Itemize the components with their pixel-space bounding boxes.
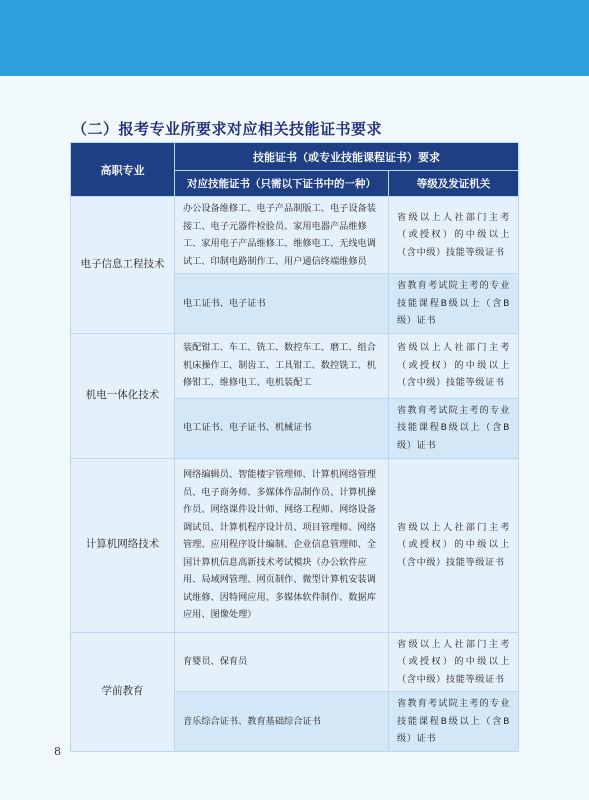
major-name: 机电一体化技术 bbox=[71, 333, 175, 458]
authority-cell: 省级以上人社部门主考（或授权）的中级以上（含中级）技能等级证书 bbox=[389, 458, 519, 632]
header-major: 高职专业 bbox=[71, 143, 175, 197]
major-name: 学前教育 bbox=[71, 632, 175, 751]
authority-cell: 省教育考试院主考的专业技能课程B级以上（含B级）证书 bbox=[389, 274, 519, 334]
table-row bbox=[71, 197, 519, 274]
header-cert: 对应技能证书（只需以下证书中的一种） bbox=[175, 171, 389, 197]
header-cert-group: 技能证书（或专业技能课程证书）要求 bbox=[175, 143, 519, 171]
cert-cell: 办公设备维修工、电子产品制版工、电子设备装接工、电子元器件检验员、家用电器产品维修工、家用电子产品维修工、维修电工、无线电调试工、印制电路制作工、用户通信终端维修员 bbox=[175, 197, 389, 274]
cert-cell: 音乐综合证书、教育基础综合证书 bbox=[175, 692, 389, 752]
cert-cell: 装配钳工、车工、铣工、数控车工、磨工、组合机床操作工、制齿工、工具钳工、数控铣工、机修钳工、维修电工、电机装配工 bbox=[175, 333, 389, 398]
cert-cell: 电工证书、电子证书、机械证书 bbox=[175, 398, 389, 458]
table-row bbox=[71, 632, 519, 692]
authority-cell: 省级以上人社部门主考（或授权）的中级以上（含中级）技能等级证书 bbox=[389, 632, 519, 692]
certificate-requirements-table bbox=[70, 142, 519, 752]
cert-cell: 网络编辑员、智能楼宇管理师、计算机网络管理员、电子商务师、多媒体作品制作员、计算机操作员、网络课件设计师、网络工程师、网络设备调试员、计算机程序设计员、项目管理师、网络管理、应用程序设计编制、企业信息管理师、全国计算机信息高新技术考试模块（办公软件应用、局域网管理、网页制作、微型计算机安装调试维修、因特网应用、多媒体软件制作、数据库应用、图像处理） bbox=[175, 458, 389, 632]
table-row bbox=[71, 333, 519, 398]
table-row bbox=[71, 458, 519, 632]
section-title: （二）报考专业所要求对应相关技能证书要求 bbox=[72, 120, 383, 138]
authority-cell: 省级以上人社部门主考（或授权）的中级以上（含中级）技能等级证书 bbox=[389, 333, 519, 398]
page-number: 8 bbox=[54, 745, 61, 758]
major-name: 计算机网络技术 bbox=[71, 458, 175, 632]
top-color-band bbox=[0, 0, 589, 76]
header-authority: 等级及发证机关 bbox=[389, 171, 519, 197]
authority-cell: 省教育考试院主考的专业技能课程B级以上（含B级）证书 bbox=[389, 398, 519, 458]
major-name: 电子信息工程技术 bbox=[71, 197, 175, 334]
authority-cell: 省级以上人社部门主考（或授权）的中级以上（含中级）技能等级证书 bbox=[389, 197, 519, 274]
authority-cell: 省教育考试院主考的专业技能课程B级以上（含B级）证书 bbox=[389, 692, 519, 752]
cert-cell: 电工证书、电子证书 bbox=[175, 274, 389, 334]
cert-cell: 育婴员、保育员 bbox=[175, 632, 389, 692]
